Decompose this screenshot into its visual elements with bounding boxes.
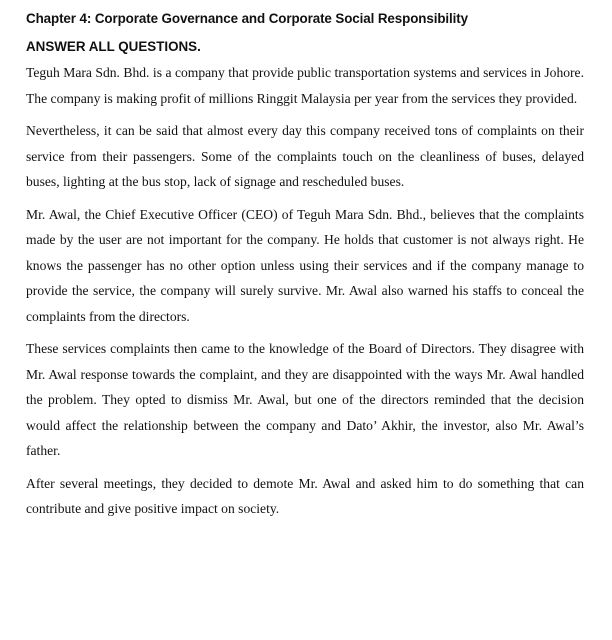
document-page bbox=[26, 10, 584, 529]
paragraph-board-reaction: These services complaints then came to the knowledge of the Board of Directors. They disagree with Mr. Awal response towards the complaint, and they are disappointed with the ways Mr. Awal handled the problem. They opted to dismiss Mr. Awal, but one of the directors reminded that the decision would affect the relationship between the company and Dato’ Akhir, the investor, also Mr. Awal’s father. bbox=[26, 341, 584, 458]
paragraph-ceo-response: Mr. Awal, the Chief Executive Officer (CEO) of Teguh Mara Sdn. Bhd., believes that the complaints made by the user are not important for the company. He holds that customer is not always right. He knows the passenger has no other option unless using their services and if the company manage to provide the service, the company will surely survive. Mr. Awal also warned his staffs to conceal the complaints from the directors. bbox=[26, 206, 584, 324]
paragraph-decision: After several meetings, they decided to demote Mr. Awal and asked him to do something that can contribute and give positive impact on society. bbox=[26, 475, 584, 516]
paragraph-company-intro: Teguh Mara Sdn. Bhd. is a company that provide public transportation systems and services in Johore. The company is making profit of millions Ringgit Malaysia per year from the services they provided. bbox=[26, 65, 584, 106]
instruction-heading: ANSWER ALL QUESTIONS. bbox=[26, 39, 201, 54]
chapter-title: Chapter 4: Corporate Governance and Corporate Social Responsibility bbox=[26, 11, 468, 26]
paragraph-complaints: Nevertheless, it can be said that almost every day this company received tons of complaints on their service from their passengers. Some of the complaints touch on the cleanliness of buses, delayed buses, lighting at the bus stop, lack of signage and rescheduled buses. bbox=[26, 123, 584, 189]
